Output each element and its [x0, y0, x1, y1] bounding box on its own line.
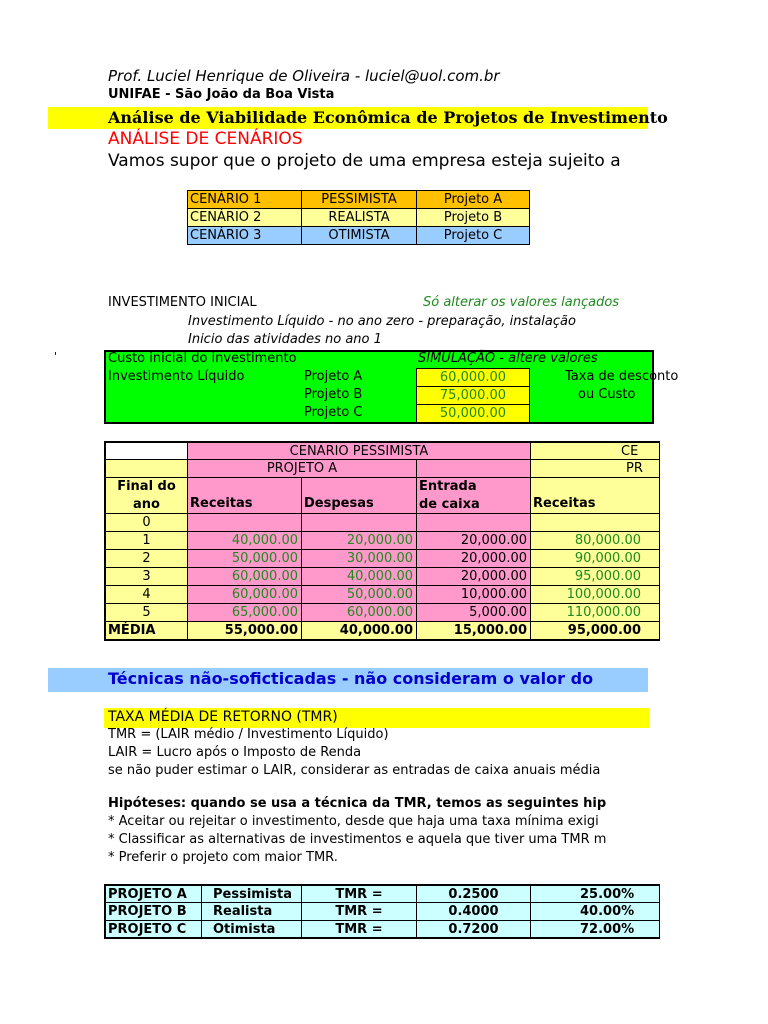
scenario-1-type[interactable]: PESSIMISTA	[301, 190, 417, 209]
edit-note: Só alterar os valores lançados	[423, 295, 620, 310]
cashflow-cell-year[interactable]: 5	[104, 603, 188, 622]
cashflow-cell-receitas_b[interactable]: 95,000.00	[530, 567, 660, 586]
intro-text: Vamos supor que o projeto de uma empresa esteja sujeito a	[108, 151, 621, 171]
cashflow-cell-entrada[interactable]	[416, 513, 531, 532]
tmr-cell-pct: 40.00%	[530, 902, 660, 921]
col-receitas-b-header: Receitas	[530, 477, 660, 514]
cashflow-cell-despesas[interactable]: 50,000.00	[301, 585, 417, 604]
tmr-cell-ratio: 0.4000	[416, 902, 531, 921]
col-year-header	[104, 477, 188, 514]
scenario-1-project[interactable]: Projeto A	[416, 190, 530, 209]
simulation-note: SIMULAÇÃO - altere valores	[418, 351, 598, 366]
lair-definition: LAIR = Lucro após o Imposto de Renda	[108, 745, 362, 760]
investment-desc-1: Investimento Líquido - no ano zero - preparação, instalação	[188, 314, 576, 329]
cell-tick: '	[54, 350, 58, 363]
cashflow-cell-year[interactable]: 3	[104, 567, 188, 586]
lair-note: se não puder estimar o LAIR, considerar as entradas de caixa anuais média	[108, 763, 601, 778]
tmr-formula: TMR = (LAIR médio / Investimento Líquido)	[108, 727, 389, 742]
project-a-label: Projeto A	[304, 369, 363, 384]
cashflow-cell-year[interactable]: 1	[104, 531, 188, 550]
tmr-cell-label: TMR =	[301, 902, 417, 921]
cashflow-cell-despesas[interactable]: 30,000.00	[301, 549, 417, 568]
col-entrada-line-1: Entrada	[419, 479, 477, 494]
cashflow-cell-receitas_b[interactable]	[530, 513, 660, 532]
cashflow-media-receitas: 55,000.00	[187, 621, 302, 641]
cashflow-cell-year[interactable]: 4	[104, 585, 188, 604]
cashflow-cell-receitas[interactable]: 60,000.00	[187, 585, 302, 604]
scenario-3-type[interactable]: OTIMISTA	[301, 226, 417, 245]
tmr-cell-project: PROJETO B	[104, 902, 202, 921]
cashflow-media-despesas: 40,000.00	[301, 621, 417, 641]
tmr-title: TAXA MÉDIA DE RETORNO (TMR)	[108, 709, 338, 725]
blank-cell	[104, 459, 188, 478]
scenario-3-project[interactable]: Projeto C	[416, 226, 530, 245]
cashflow-cell-despesas[interactable]: 20,000.00	[301, 531, 417, 550]
cashflow-cell-entrada[interactable]: 20,000.00	[416, 531, 531, 550]
cashflow-cell-despesas[interactable]: 60,000.00	[301, 603, 417, 622]
scenario-2-project[interactable]: Projeto B	[416, 208, 530, 227]
hypotheses-title: Hipóteses: quando se usa a técnica da TMR, temos as seguintes hip	[108, 796, 607, 811]
cashflow-cell-despesas[interactable]	[301, 513, 417, 532]
col-receitas-header: Receitas	[187, 477, 302, 514]
col-entrada-line-2: de caixa	[419, 497, 480, 512]
tmr-cell-pct: 72.00%	[530, 920, 660, 939]
scenario-2-name[interactable]: CENÁRIO 2	[187, 208, 302, 227]
author-line: Prof. Luciel Henrique de Oliveira - luciel@uol.com.br	[108, 67, 500, 85]
scenario-b-header: CE	[530, 441, 660, 460]
tmr-cell-ratio: 0.7200	[416, 920, 531, 939]
hypothesis-2: * Classificar as alternativas de investimentos e aquela que tiver uma TMR m	[108, 832, 607, 847]
techniques-banner: Técnicas não-soficticadas - não consideram o valor do	[108, 669, 594, 688]
tmr-cell-scenario: Pessimista	[201, 884, 302, 903]
scenario-2-type[interactable]: REALISTA	[301, 208, 417, 227]
institution-line: UNIFAE - São João da Boa Vista	[108, 87, 335, 102]
cashflow-cell-receitas[interactable]: 40,000.00	[187, 531, 302, 550]
tmr-cell-pct: 25.00%	[530, 884, 660, 903]
tmr-cell-scenario: Otimista	[201, 920, 302, 939]
cashflow-cell-receitas_b[interactable]: 90,000.00	[530, 549, 660, 568]
cashflow-cell-receitas[interactable]	[187, 513, 302, 532]
col-despesas-header: Despesas	[301, 477, 417, 514]
project-b-label: Projeto B	[304, 387, 363, 402]
cashflow-media-entrada: 15,000.00	[416, 621, 531, 641]
col-year-line-2: ano	[133, 497, 160, 512]
investment-heading: INVESTIMENTO INICIAL	[108, 295, 257, 310]
tmr-cell-project: PROJETO C	[104, 920, 202, 939]
cashflow-cell-receitas_b[interactable]: 110,000.00	[530, 603, 660, 622]
cashflow-cell-receitas[interactable]: 65,000.00	[187, 603, 302, 622]
project-a-header: PROJETO A	[187, 459, 417, 478]
project-c-label: Projeto C	[304, 405, 363, 420]
section-title: ANÁLISE DE CENÁRIOS	[108, 129, 303, 149]
cashflow-cell-entrada[interactable]: 20,000.00	[416, 549, 531, 568]
scenario-a-header: CENARIO PESSIMISTA	[187, 441, 531, 460]
cost-label: Custo inicial do investimento	[108, 351, 297, 366]
tmr-cell-label: TMR =	[301, 920, 417, 939]
investment-a-input[interactable]: 60,000.00	[416, 368, 530, 387]
cashflow-cell-receitas_b[interactable]: 100,000.00	[530, 585, 660, 604]
tmr-cell-project: PROJETO A	[104, 884, 202, 903]
tmr-cell-scenario: Realista	[201, 902, 302, 921]
corner-cell	[104, 441, 188, 460]
cashflow-cell-entrada[interactable]: 20,000.00	[416, 567, 531, 586]
blank-cell	[416, 459, 531, 478]
cashflow-cell-year[interactable]: 2	[104, 549, 188, 568]
scenario-1-name[interactable]: CENÁRIO 1	[187, 190, 302, 209]
hypothesis-1: * Aceitar ou rejeitar o investimento, desde que haja uma taxa mínima exigi	[108, 814, 599, 829]
cashflow-media-label: MÉDIA	[104, 621, 188, 641]
cashflow-cell-receitas[interactable]: 60,000.00	[187, 567, 302, 586]
cashflow-cell-receitas[interactable]: 50,000.00	[187, 549, 302, 568]
hypothesis-3: * Preferir o projeto com maior TMR.	[108, 850, 338, 865]
cashflow-cell-entrada[interactable]: 10,000.00	[416, 585, 531, 604]
project-b-header: PR	[530, 459, 660, 478]
tmr-cell-label: TMR =	[301, 884, 417, 903]
cost-of-capital-label: ou Custo	[578, 387, 636, 402]
scenario-3-name[interactable]: CENÁRIO 3	[187, 226, 302, 245]
col-year-line-1: Final do	[117, 479, 176, 494]
investment-b-input[interactable]: 75,000.00	[416, 386, 530, 405]
cashflow-media-receitas_b: 95,000.00	[530, 621, 660, 641]
cashflow-cell-entrada[interactable]: 5,000.00	[416, 603, 531, 622]
tmr-cell-ratio: 0.2500	[416, 884, 531, 903]
investment-c-input[interactable]: 50,000.00	[416, 404, 530, 423]
page-title: Análise de Viabilidade Econômica de Projetos de Investimento	[108, 108, 668, 127]
cashflow-cell-despesas[interactable]: 40,000.00	[301, 567, 417, 586]
col-entrada-header	[416, 477, 531, 514]
investment-desc-2: Inicio das atividades no ano 1	[188, 332, 382, 347]
cashflow-cell-year[interactable]: 0	[104, 513, 188, 532]
discount-rate-label: Taxa de desconto	[565, 369, 679, 384]
net-investment-label: Investimento Líquido	[108, 369, 245, 384]
cashflow-cell-receitas_b[interactable]: 80,000.00	[530, 531, 660, 550]
